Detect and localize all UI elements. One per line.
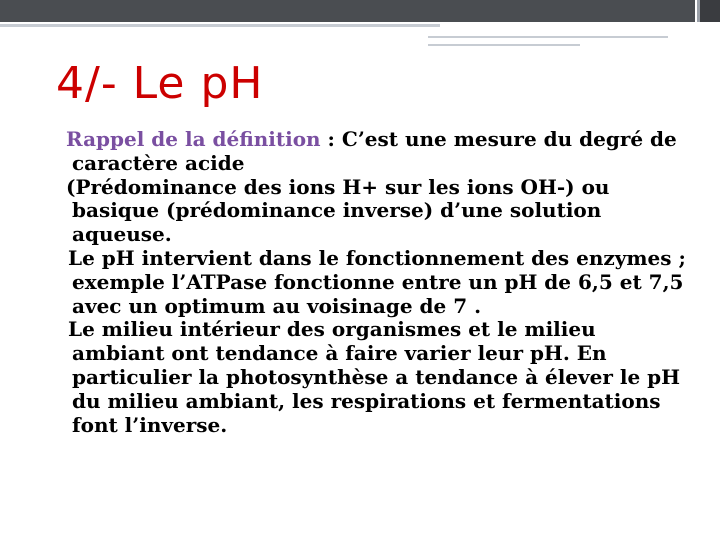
paragraph-predominance: (Prédominance des ions H+ sur les ions OH-) ou basique (prédominance inverse) d’une solution aqueuse. — [66, 174, 610, 247]
slide-title: 4/- Le pH — [56, 58, 264, 109]
definition-separator: : — [320, 127, 342, 151]
paragraph-enzymes: Le pH intervient dans le fonctionnement des enzymes ; exemple l’ATPase fonctionne entre un pH de 6,5 et 7,5 avec un optimum au voisinage de 7 . — [68, 245, 686, 318]
definition-highlight: Rappel de la définition — [66, 127, 321, 151]
definition-text: C’est une mesure du degré de caractère acide — [72, 127, 677, 175]
paragraph-milieu: Le milieu intérieur des organismes et le milieu ambiant ont tendance à faire varier leur pH. En particulier la photosynthèse a tendance à élever le pH du milieu ambiant, les respirations et fermentations font l’inverse. — [68, 317, 681, 437]
slide-body — [66, 127, 692, 437]
accent-line-left — [0, 24, 440, 27]
top-bar-main — [0, 0, 695, 22]
top-decorative-bar — [0, 0, 720, 22]
paragraph-definition — [66, 127, 692, 176]
accent-line-right-lower — [428, 44, 580, 46]
top-bar-end-block — [697, 0, 720, 22]
accent-line-right-upper — [428, 36, 668, 38]
